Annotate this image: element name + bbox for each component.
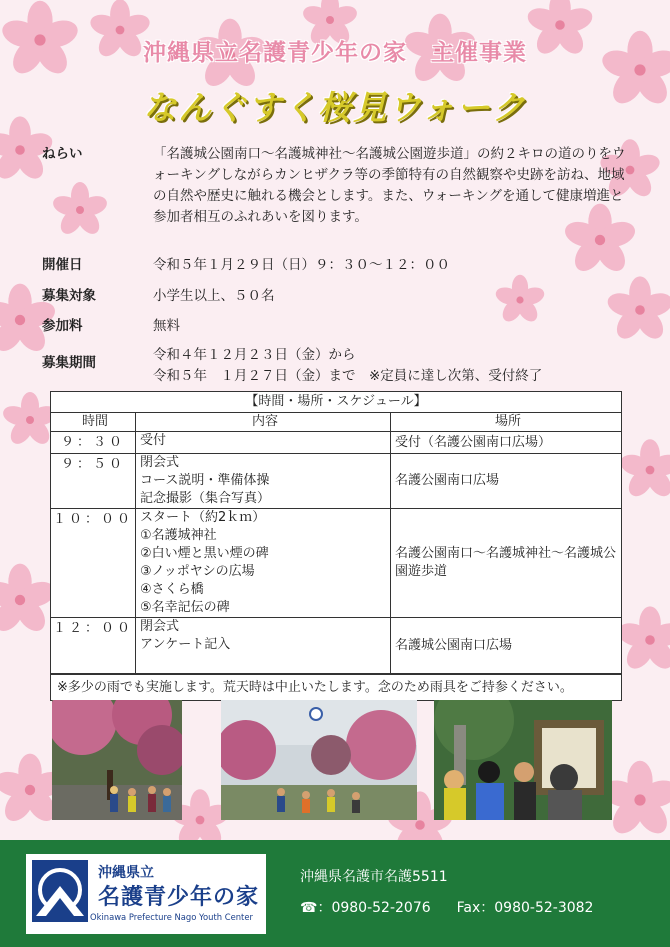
logo-name: 名護青少年の家 xyxy=(98,885,260,910)
row-place: 受付（名護公園南口広場） xyxy=(391,432,622,454)
info-value: 令和５年１月２９日（日）９：３０～１２：００ xyxy=(153,257,450,273)
info-value: 令和４年１２月２３日（金）から xyxy=(153,347,356,363)
info-label: 募集対象 xyxy=(42,288,96,304)
organization-logo xyxy=(26,854,266,934)
event-title: なんぐすく桜見ウォーク xyxy=(143,88,527,127)
content-line: 閉会式 xyxy=(140,455,180,470)
row-time: １２：００ xyxy=(51,618,136,674)
organizer-heading: 沖縄県立名護青少年の家 主催事業 xyxy=(143,40,527,66)
photo-cherry-trees xyxy=(52,700,182,820)
row-time: ９：３０ xyxy=(51,432,136,454)
info-label: 募集期間 xyxy=(42,355,96,371)
info-period xyxy=(42,345,642,389)
content-line: ④さくら橋 xyxy=(140,582,204,597)
row-time: １０：００ xyxy=(51,509,136,618)
row-content xyxy=(136,509,391,618)
row-place: 名護城公園南口広場 xyxy=(391,618,622,674)
table-row xyxy=(51,509,621,618)
content-line: ①名護城神社 xyxy=(140,528,217,543)
logo-english-name: Okinawa Prefecture Nago Youth Center xyxy=(90,912,253,922)
row-place: 名護公園南口～名護城神社～名護城公園遊歩道 xyxy=(391,509,622,618)
info-value: 「名護城公園南口～名護城神社～名護城公園遊歩道」の約２キロの道のりをウォーキングしながらカンヒザクラ等の季節特有の自然観察や史跡を訪ね、地域の自然や歴史に触れる機会とします。また、ウォーキングを通して健康増進と参加者相互のふれあいを図ります。 xyxy=(153,146,626,225)
footer xyxy=(0,840,670,947)
content-line: コース説明・準備体操 xyxy=(140,473,270,488)
contact-numbers xyxy=(300,897,619,917)
content-line: 閉会式 xyxy=(140,619,180,634)
table-row xyxy=(51,454,621,509)
phone-icon: ☎ xyxy=(300,900,318,916)
info-target xyxy=(42,286,642,308)
info-label: 参加料 xyxy=(42,318,83,334)
row-time: ９：５０ xyxy=(51,454,136,509)
info-date xyxy=(42,255,642,277)
info-label: ねらい xyxy=(42,146,83,162)
info-label: 開催日 xyxy=(42,257,83,273)
content-line: 受付 xyxy=(140,433,167,448)
mountain-logo-icon xyxy=(32,860,88,922)
address: 沖縄県名護市名護5511 xyxy=(300,869,448,885)
schedule-caption: 【時間・場所・スケジュール】 xyxy=(51,392,621,413)
phone-number: ：0980-52-2076 xyxy=(317,900,431,916)
table-row xyxy=(51,618,621,674)
content-line: ②白い煙と黒い煙の碑 xyxy=(140,546,269,561)
table-row xyxy=(51,432,621,454)
content-line: ⑤名幸記伝の碑 xyxy=(140,600,230,615)
logo-prefecture: 沖縄県立 xyxy=(98,865,154,881)
info-value: 令和５年 １月２７日（金）まで ※定員に達し次第、受付終了 xyxy=(153,368,543,384)
info-fee xyxy=(42,316,642,338)
column-header-place: 場所 xyxy=(391,413,622,432)
column-header-content: 内容 xyxy=(136,413,391,432)
fax-number: Fax：0980-52-3082 xyxy=(456,900,594,916)
row-content xyxy=(136,618,391,674)
info-purpose xyxy=(42,144,642,240)
rain-note: ※多少の雨でも実施します。荒天時は中止いたします。念のため雨具をご持参ください。 xyxy=(51,674,621,700)
content-line: スタート（約2ｋｍ） xyxy=(140,510,266,525)
info-value: 無料 xyxy=(153,318,180,334)
content-line: 記念撮影（集合写真） xyxy=(140,491,271,506)
row-content xyxy=(136,432,391,454)
column-header-time: 時間 xyxy=(51,413,136,432)
info-value: 小学生以上、５０名 xyxy=(153,288,275,304)
photo-monument xyxy=(434,700,612,820)
schedule-table xyxy=(50,391,622,701)
photo-walking-group xyxy=(221,700,417,820)
row-place: 名護公園南口広場 xyxy=(391,454,622,509)
content-line: アンケート記入 xyxy=(140,637,231,652)
content-line: ③ノッポヤシの広場 xyxy=(140,564,255,579)
row-content xyxy=(136,454,391,509)
